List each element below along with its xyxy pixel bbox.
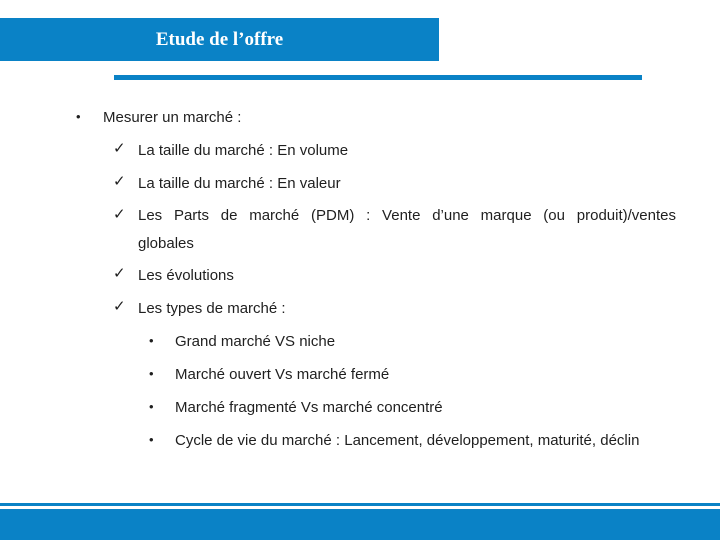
bullet-icon: • — [149, 399, 154, 414]
main-bullet-text: Mesurer un marché : — [103, 109, 242, 126]
sub-list-item: Marché fragmenté Vs marché concentré — [175, 399, 443, 416]
footer-bar — [0, 509, 720, 540]
slide-title: Etude de l’offre — [155, 29, 284, 50]
check-icon: ✓ — [113, 140, 126, 157]
list-item: La taille du marché : En valeur — [138, 175, 341, 192]
check-icon: ✓ — [113, 265, 126, 282]
sub-list-item: Grand marché VS niche — [175, 333, 336, 350]
list-item: Les types de marché : — [138, 300, 286, 317]
sub-list-item: Cycle de vie du marché : Lancement, développement, maturité, déclin — [175, 432, 640, 449]
footer-rule — [0, 503, 720, 506]
list-item: Les Parts de marché (PDM) : Vente d’une marque (ou produit)/ventes — [138, 207, 676, 224]
bullet-icon: • — [76, 109, 81, 124]
list-item: Les évolutions — [138, 267, 234, 284]
check-icon: ✓ — [113, 206, 126, 223]
bullet-icon: • — [149, 366, 154, 381]
list-item: La taille du marché : En volume — [138, 142, 349, 159]
list-item-continuation: globales — [138, 235, 194, 252]
check-icon: ✓ — [113, 298, 126, 315]
bullet-icon: • — [149, 432, 154, 447]
bullet-icon: • — [149, 333, 154, 348]
sub-list-item: Marché ouvert Vs marché fermé — [175, 366, 390, 383]
check-icon: ✓ — [113, 173, 126, 190]
